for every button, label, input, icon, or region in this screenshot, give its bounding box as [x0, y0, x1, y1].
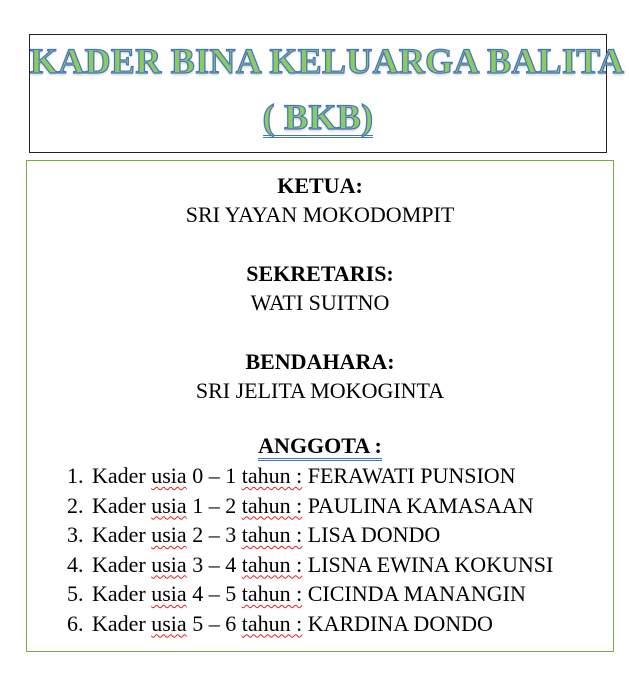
- spellcheck-word: tahun :: [241, 610, 303, 636]
- spellcheck-word: tahun :: [241, 522, 303, 547]
- member-name: LISA DONDO: [302, 522, 441, 547]
- role-ketua: [27, 171, 613, 229]
- spellcheck-word: usia: [151, 463, 187, 488]
- member-name: FERAWATI PUNSION: [302, 463, 516, 488]
- member-name: CICINDA MANANGIN: [302, 581, 526, 606]
- member-list-item: [67, 550, 553, 580]
- member-list-item: [67, 579, 553, 609]
- member-prefix: Kader: [92, 522, 152, 547]
- member-prefix: Kader: [92, 463, 152, 488]
- list-number: 6.: [67, 610, 84, 636]
- role-ketua-name: SRI YAYAN MOKODOMPIT: [185, 202, 455, 227]
- spellcheck-word: tahun :: [241, 463, 303, 488]
- anggota-heading: [27, 431, 613, 460]
- role-sekretaris-name: WATI SUITNO: [250, 290, 390, 315]
- title-abbreviation: ( BKB): [262, 97, 374, 137]
- list-number: 2.: [67, 492, 84, 518]
- title-line-2: [30, 97, 606, 138]
- spellcheck-word: usia: [151, 551, 187, 577]
- title-line-1: KADER BINA KELUARGA BALITA: [30, 41, 625, 81]
- spellcheck-word: usia: [151, 610, 187, 636]
- member-list-item: [67, 461, 553, 491]
- organization-content-box: [26, 160, 614, 652]
- anggota-heading-text: ANGGOTA :: [258, 433, 382, 461]
- member-prefix: Kader: [92, 492, 152, 518]
- spellcheck-word: tahun :: [241, 581, 303, 606]
- member-list-item: [67, 609, 553, 639]
- member-age-range: 5 – 6: [186, 610, 242, 636]
- member-prefix: Kader: [92, 610, 152, 636]
- title-box: [29, 34, 625, 153]
- member-list: [67, 461, 553, 638]
- list-number: 5.: [67, 581, 84, 606]
- list-number: 1.: [67, 463, 84, 488]
- role-ketua-label: KETUA:: [277, 173, 363, 198]
- spellcheck-word: usia: [151, 581, 187, 606]
- member-age-range: 4 – 5: [186, 581, 242, 606]
- spellcheck-word: usia: [151, 492, 187, 518]
- list-number: 3.: [67, 522, 84, 547]
- member-name: PAULINA KAMASAAN: [302, 492, 534, 518]
- role-bendahara: [27, 347, 613, 405]
- member-age-range: 2 – 3: [186, 522, 242, 547]
- spellcheck-word: usia: [151, 522, 187, 547]
- member-name: LISNA EWINA KOKUNSI: [302, 551, 554, 577]
- member-list-item: [67, 491, 553, 521]
- member-prefix: Kader: [92, 551, 152, 577]
- member-age-range: 3 – 4: [186, 551, 242, 577]
- member-age-range: 0 – 1: [186, 463, 242, 488]
- member-age-range: 1 – 2: [186, 492, 242, 518]
- list-number: 4.: [67, 551, 84, 577]
- spellcheck-word: tahun :: [241, 492, 303, 518]
- role-sekretaris-label: SEKRETARIS:: [246, 261, 394, 286]
- spellcheck-word: tahun :: [241, 551, 303, 577]
- role-bendahara-name: SRI JELITA MOKOGINTA: [195, 378, 445, 403]
- member-list-item: [67, 520, 553, 550]
- member-prefix: Kader: [92, 581, 152, 606]
- role-sekretaris: [27, 259, 613, 317]
- role-bendahara-label: BENDAHARA:: [245, 349, 395, 374]
- member-name: KARDINA DONDO: [302, 610, 493, 636]
